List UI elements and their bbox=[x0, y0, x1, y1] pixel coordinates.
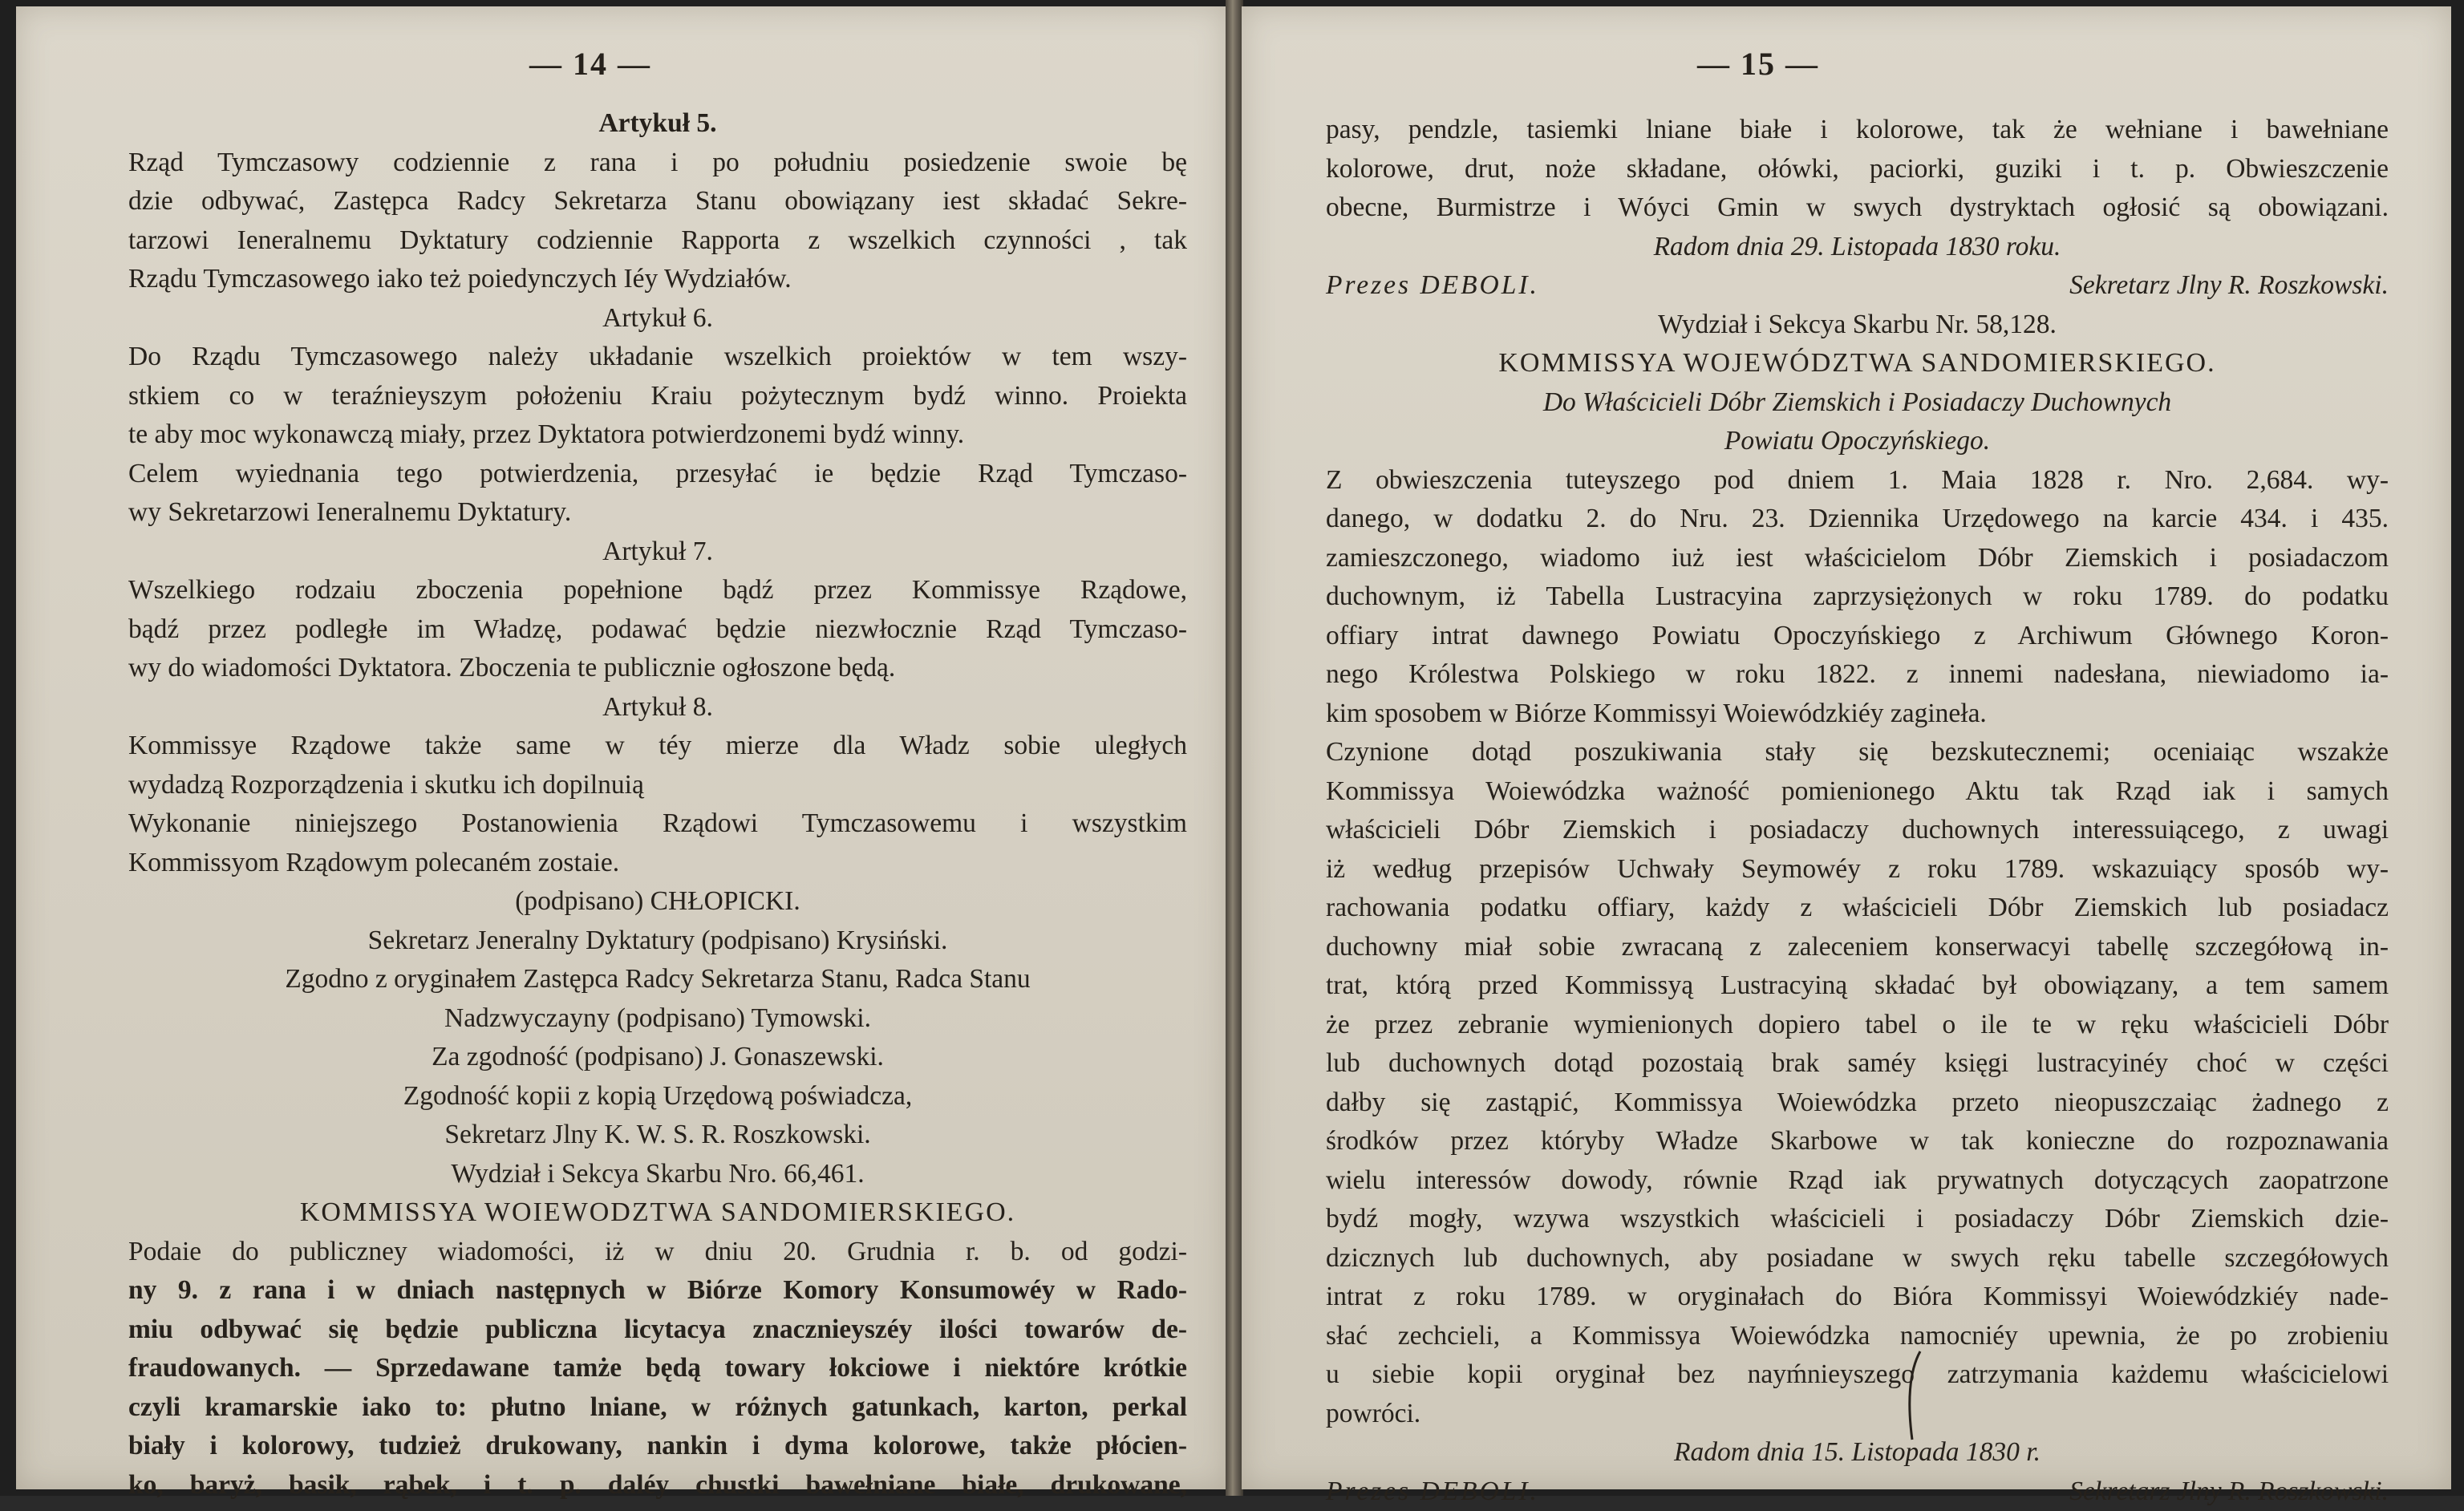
text-line: KOMMISSYA WOJEWÓDZTWA SANDOMIERSKIEGO. bbox=[1326, 344, 2389, 383]
right-page bbox=[1242, 6, 2451, 1489]
text-line: ny 9. z rana i w dniach następnych w Biórze Komory Konsumowéy w Rado- bbox=[128, 1271, 1187, 1310]
text-line: intrat z roku 1789. w oryginałach do Bióra Kommissyi Woiewódzkiéy nade- bbox=[1326, 1278, 2389, 1317]
text-line: Celem wyiednania tego potwierdzenia, przesyłać ie będzie Rząd Tymczaso- bbox=[128, 455, 1187, 494]
text-line: powróci. bbox=[1326, 1395, 2389, 1434]
text-line: trat, którą przed Kommissyą Lustracyiną składać był obowiązany, a tem samem bbox=[1326, 966, 2389, 1006]
text-line: Wszelkiego rodzaiu zboczenia popełnione bądź przez Kommissye Rządowe, bbox=[128, 571, 1187, 610]
text-line: Do Właścicieli Dóbr Ziemskich i Posiadaczy Duchownych bbox=[1326, 383, 2389, 423]
text-line: duchowny miał sobie zwracaną z zaleceniem konserwacyi tabellę szczegółową in- bbox=[1326, 928, 2389, 967]
text-line: wydadzą Rozporządzenia i skutku ich dopilnuią bbox=[128, 766, 1187, 805]
text-line: Zgodność kopii z kopią Urzędową poświadcza, bbox=[128, 1077, 1187, 1116]
signature-president: Prezes DEBOLI. bbox=[1326, 1473, 1539, 1511]
signature-secretary: Sekretarz Jlny R. Roszkowski. bbox=[2069, 266, 2389, 306]
text-line: Nadzwyczayny (podpisano) Tymowski. bbox=[128, 999, 1187, 1039]
text-line: bydź mogły, wzywa wszystkich właścicieli i posiadaczy Dóbr Ziemskich dzie- bbox=[1326, 1200, 2389, 1239]
text-line: Czynione dotąd poszukiwania stały się bezskutecznemi; oceniaiąc wszakże bbox=[1326, 733, 2389, 772]
text-line: te aby moc wykonawczą miały, przez Dyktatora potwierdzonemi bydź winny. bbox=[128, 415, 1187, 455]
signature-secretary: Sekretarz Jlny R. Roszkowski. bbox=[2069, 1473, 2389, 1511]
left-page bbox=[16, 6, 1227, 1489]
text-line: Rządu Tymczasowego iako też poiedynczych Iéy Wydziałów. bbox=[128, 260, 1187, 299]
text-line: Artykuł 6. bbox=[128, 299, 1187, 338]
text-line: wy Sekretarzowi Ieneralnemu Dyktatury. bbox=[128, 493, 1187, 533]
signature-president: Prezes DEBOLI. bbox=[1326, 266, 1539, 306]
text-line: Wydział i Sekcya Skarbu Nr. 58,128. bbox=[1326, 306, 2389, 345]
text-line: fraudowanych. — Sprzedawane tamże będą towary łokciowe i niektóre krótkie bbox=[128, 1349, 1187, 1388]
text-line: Rząd Tymczasowy codziennie z rana i po południu posiedzenie swoie bę bbox=[128, 144, 1187, 183]
text-line: stkiem co w teraźnieyszym położeniu Kraiu pożytecznym bydź winno. Proiekta bbox=[128, 377, 1187, 416]
text-line: środków przez któryby Władze Skarbowe w tak konieczne do rozpoznawania bbox=[1326, 1122, 2389, 1161]
text-line: obecne, Burmistrze i Wóyci Gmin w swych dystryktach ogłosić są obowiązani. bbox=[1326, 188, 2389, 228]
signature-line bbox=[1326, 266, 2389, 306]
text-line: że przez zebranie wymienionych dopiero tabel o ile te w ręku właścicieli Dóbr bbox=[1326, 1006, 2389, 1045]
text-line: dzie odbywać, Zastępca Radcy Sekretarza Stanu obowiązany iest składać Sekre- bbox=[128, 182, 1187, 221]
text-line: offiary intrat dawnego Powiatu Opoczyńskiego z Archiwum Głównego Koron- bbox=[1326, 617, 2389, 656]
text-line: Artykuł 7. bbox=[128, 533, 1187, 572]
text-line: danego, w dodatku 2. do Nru. 23. Dziennika Urzędowego na karcie 434. i 435. bbox=[1326, 500, 2389, 539]
text-line: czyli kramarskie iako to: płutno lniane, w różnych gatunkach, karton, perkal bbox=[128, 1388, 1187, 1428]
left-page-text bbox=[128, 104, 1187, 1505]
text-line: zamieszczonego, wiadomo iuż iest właścicielom Dóbr Ziemskich i posiadaczom bbox=[1326, 539, 2389, 578]
text-line: Za zgodność (podpisano) J. Gonaszewski. bbox=[128, 1038, 1187, 1077]
text-line: Z obwieszczenia tuteyszego pod dniem 1. Maia 1828 r. Nro. 2,684. wy- bbox=[1326, 461, 2389, 500]
page-number-right: — 15 — bbox=[1697, 45, 1819, 83]
text-line: Kommissyom Rządowym polecaném zostaie. bbox=[128, 844, 1187, 883]
text-line: u siebie kopii oryginał bez nayḿnieyszego zatrzymania każdemu właścicielowi bbox=[1326, 1355, 2389, 1395]
text-line: Do Rządu Tymczasowego należy układanie wszelkich proiektów w tem wszy- bbox=[128, 338, 1187, 377]
text-line: rachowania podatku offiary, każdy z właścicieli Dóbr Ziemskich lub posiadacz bbox=[1326, 889, 2389, 928]
text-line: Sekretarz Jlny K. W. S. R. Roszkowski. bbox=[128, 1116, 1187, 1155]
text-line: Wydział i Sekcya Skarbu Nro. 66,461. bbox=[128, 1155, 1187, 1194]
text-line: dałby się zastąpić, Kommissya Woiewódzka przeto nieopuszczaiąc żadnego z bbox=[1326, 1084, 2389, 1123]
text-line: (podpisano) CHŁOPICKI. bbox=[128, 882, 1187, 922]
text-line: Sekretarz Jeneralny Dyktatury (podpisano) Krysiński. bbox=[128, 922, 1187, 961]
text-line: pasy, pendzle, tasiemki lniane białe i kolorowe, tak że wełniane i bawełniane bbox=[1326, 111, 2389, 150]
text-line: właścicieli Dóbr Ziemskich i posiadaczy duchownych interessuiącego, z uwagi bbox=[1326, 811, 2389, 850]
text-line: bądź przez podległe im Władzę, podawać będzie niezwłocznie Rząd Tymczaso- bbox=[128, 610, 1187, 650]
text-line: Artykuł 5. bbox=[128, 104, 1187, 144]
page-number-left: — 14 — bbox=[529, 45, 651, 83]
text-line: Kommissya Woiewódzka ważność pomienionego Aktu tak Rząd iak i samych bbox=[1326, 772, 2389, 812]
signature-line bbox=[1326, 1473, 2389, 1511]
signature-flourish bbox=[1903, 1347, 1927, 1444]
text-line: miu odbywać się będzie publiczna licytacya znacznieyszéy ilości towarów de- bbox=[128, 1310, 1187, 1350]
text-line: biały i kolorowy, tudzież drukowany, nankin i dyma kolorowe, także płócien- bbox=[128, 1427, 1187, 1466]
text-line: lub duchownych dotąd pozostaią brak saméy księgi lustracyinéy choć w części bbox=[1326, 1044, 2389, 1084]
right-page-text bbox=[1326, 111, 2389, 1511]
text-line: wy do wiadomości Dyktatora. Zboczenia te publicznie ogłoszone będą. bbox=[128, 649, 1187, 688]
text-line: Kommissye Rządowe także same w téy mierze dla Władz sobie uległych bbox=[128, 727, 1187, 766]
text-line: KOMMISSYA WOIEWODZTWA SANDOMIERSKIEGO. bbox=[128, 1193, 1187, 1233]
book-gutter bbox=[1226, 0, 1243, 1496]
text-line: Artykuł 8. bbox=[128, 688, 1187, 727]
text-line: Powiatu Opoczyńskiego. bbox=[1326, 422, 2389, 461]
text-line: iż według przepisów Uchwały Seymowéy z roku 1789. wskazuiący sposób wy- bbox=[1326, 850, 2389, 889]
text-line: Wykonanie niniejszego Postanowienia Rządowi Tymczasowemu i wszystkim bbox=[128, 804, 1187, 844]
text-line: Radom dnia 15. Listopada 1830 r. bbox=[1326, 1433, 2389, 1473]
text-line: Podaie do publiczney wiadomości, iż w dniu 20. Grudnia r. b. od godzi- bbox=[128, 1233, 1187, 1272]
text-line: Radom dnia 29. Listopada 1830 roku. bbox=[1326, 228, 2389, 267]
text-line: nego Królestwa Polskiego w roku 1822. z innemi nadesłana, niewiadomo ia- bbox=[1326, 655, 2389, 695]
text-line: tarzowi Ieneralnemu Dyktatury codziennie Rapporta z wszelkich czynności , tak bbox=[128, 221, 1187, 261]
text-line: ko, baryż, basik, rąbek, i t. p. daléy chustki bawełniane białe, drukowane, bbox=[128, 1466, 1187, 1505]
text-line: wielu interessów dowody, równie Rząd iak prywatnych dotyczących zaopatrzone bbox=[1326, 1161, 2389, 1201]
text-line: Zgodno z oryginałem Zastępca Radcy Sekretarza Stanu, Radca Stanu bbox=[128, 960, 1187, 999]
text-line: duchownym, iż Tabella Lustracyina zaprzysiężonych w roku 1789. do podatku bbox=[1326, 577, 2389, 617]
text-line: kolorowe, drut, noże składane, ołówki, paciorki, guziki i t. p. Obwieszczenie bbox=[1326, 150, 2389, 189]
text-line: dzicznych lub duchownych, aby posiadane w swych ręku tabelle szczegółowych bbox=[1326, 1239, 2389, 1278]
text-line: słać zechcieli, a Kommissya Woiewódzka namocniéy upewnia, że po zrobieniu bbox=[1326, 1317, 2389, 1356]
text-line: kim sposobem w Biórze Kommissyi Woiewódzkiéy zagineła. bbox=[1326, 695, 2389, 734]
